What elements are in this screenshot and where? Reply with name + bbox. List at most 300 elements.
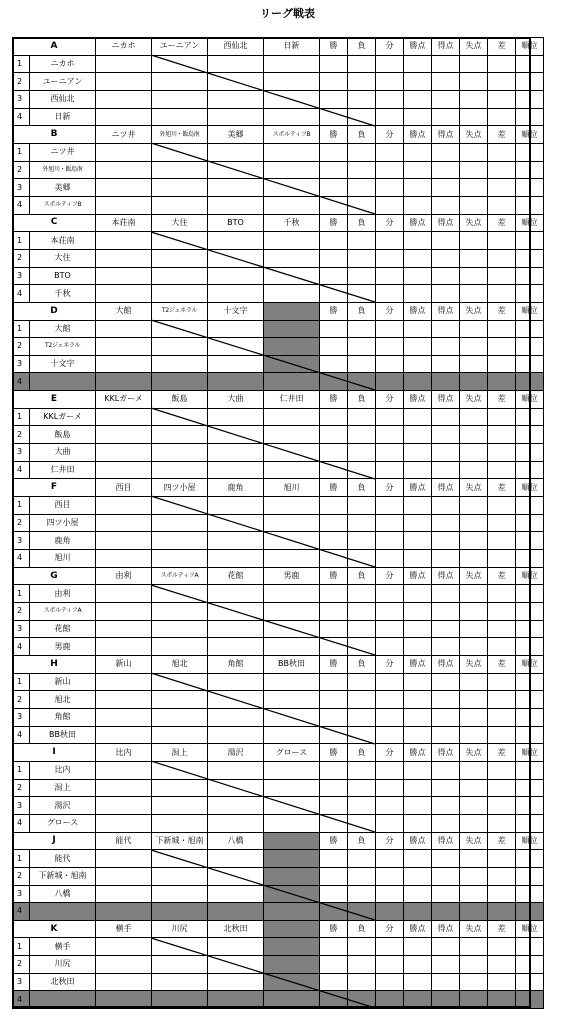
stat-cell — [460, 249, 488, 267]
result-cell — [96, 90, 152, 108]
stat-cell — [320, 956, 348, 974]
stat-cell — [488, 991, 516, 1009]
stat-header: 失点 — [460, 832, 488, 850]
team-name: 四ツ小屋 — [30, 514, 96, 532]
result-cell — [208, 550, 264, 568]
stat-cell — [460, 196, 488, 214]
stat-cell — [488, 761, 516, 779]
stat-header: 順位 — [516, 479, 544, 497]
stat-cell — [404, 673, 432, 691]
stat-cell — [488, 726, 516, 744]
stat-cell — [488, 55, 516, 73]
result-cell — [208, 903, 264, 921]
stat-header: 分 — [376, 655, 404, 673]
opponent-header: 花館 — [208, 567, 264, 585]
opponent-header: 角館 — [208, 655, 264, 673]
stat-header: 差 — [488, 567, 516, 585]
result-cell — [208, 638, 264, 656]
stat-cell — [516, 726, 544, 744]
team-row — [13, 938, 544, 956]
result-cell — [208, 355, 264, 373]
opponent-header: 新山 — [96, 655, 152, 673]
stat-cell — [348, 797, 376, 815]
stat-cell — [488, 956, 516, 974]
result-cell — [264, 779, 320, 797]
team-row — [13, 673, 544, 691]
stat-cell — [432, 991, 460, 1009]
result-cell — [208, 514, 264, 532]
opponent-header: 大館 — [96, 302, 152, 320]
stat-cell — [348, 938, 376, 956]
stat-cell — [404, 90, 432, 108]
stat-cell — [348, 638, 376, 656]
stat-cell — [488, 232, 516, 250]
stat-cell — [376, 373, 404, 391]
stat-header: 得点 — [432, 479, 460, 497]
stat-cell — [404, 532, 432, 550]
stat-cell — [460, 885, 488, 903]
stat-cell — [404, 956, 432, 974]
group-header-row — [13, 214, 544, 232]
stat-cell — [432, 779, 460, 797]
stat-cell — [516, 179, 544, 197]
result-cell — [208, 143, 264, 161]
stat-cell — [320, 885, 348, 903]
stat-cell — [320, 620, 348, 638]
stat-cell — [348, 673, 376, 691]
stat-cell — [432, 585, 460, 603]
stat-cell — [460, 673, 488, 691]
result-cell — [96, 956, 152, 974]
result-cell — [264, 267, 320, 285]
stat-cell — [432, 814, 460, 832]
row-number: 4 — [13, 108, 30, 126]
stat-cell — [516, 90, 544, 108]
league-table-container — [12, 37, 538, 1008]
stat-header: 得点 — [432, 567, 460, 585]
stat-cell — [432, 938, 460, 956]
stat-cell — [320, 55, 348, 73]
stat-cell — [432, 90, 460, 108]
stat-cell — [432, 373, 460, 391]
row-number: 4 — [13, 726, 30, 744]
stat-cell — [432, 161, 460, 179]
opponent-header: 由利 — [96, 567, 152, 585]
team-row — [13, 444, 544, 462]
stat-cell — [404, 814, 432, 832]
result-cell — [208, 267, 264, 285]
result-cell — [208, 249, 264, 267]
stat-cell — [516, 867, 544, 885]
result-cell — [152, 903, 208, 921]
stat-cell — [376, 90, 404, 108]
result-cell — [208, 179, 264, 197]
stat-header: 順位 — [516, 126, 544, 144]
group-header-row — [13, 479, 544, 497]
result-cell — [152, 514, 208, 532]
result-cell — [96, 779, 152, 797]
stat-cell — [320, 532, 348, 550]
stat-cell — [488, 867, 516, 885]
stat-cell — [460, 691, 488, 709]
result-cell — [264, 320, 320, 338]
result-cell — [264, 991, 320, 1009]
team-row — [13, 708, 544, 726]
stat-cell — [460, 532, 488, 550]
stat-cell — [376, 338, 404, 356]
row-number: 3 — [13, 267, 30, 285]
result-cell — [96, 585, 152, 603]
stat-header: 失点 — [460, 567, 488, 585]
stat-cell — [404, 338, 432, 356]
stat-cell — [376, 232, 404, 250]
stat-cell — [320, 673, 348, 691]
stat-cell — [432, 514, 460, 532]
stat-header: 勝点 — [404, 655, 432, 673]
stat-cell — [376, 938, 404, 956]
stat-cell — [320, 461, 348, 479]
stat-cell — [432, 73, 460, 91]
result-cell — [208, 196, 264, 214]
stat-cell — [460, 903, 488, 921]
stat-cell — [432, 108, 460, 126]
row-number: 1 — [13, 232, 30, 250]
stat-cell — [488, 373, 516, 391]
stat-cell — [376, 603, 404, 621]
result-cell — [152, 885, 208, 903]
stat-cell — [488, 355, 516, 373]
stat-cell — [404, 514, 432, 532]
stat-cell — [376, 73, 404, 91]
result-cell — [152, 55, 208, 73]
stat-header: 勝 — [320, 567, 348, 585]
stat-cell — [348, 991, 376, 1009]
team-row — [13, 161, 544, 179]
result-cell — [264, 285, 320, 303]
stat-cell — [320, 355, 348, 373]
stat-cell — [516, 885, 544, 903]
stat-header: 負 — [348, 920, 376, 938]
stat-cell — [432, 285, 460, 303]
result-cell — [152, 585, 208, 603]
stat-cell — [376, 55, 404, 73]
stat-header: 差 — [488, 832, 516, 850]
stat-cell — [348, 161, 376, 179]
opponent-header: 北秋田 — [208, 920, 264, 938]
stat-header: 負 — [348, 567, 376, 585]
row-number: 3 — [13, 179, 30, 197]
team-name: 男鹿 — [30, 638, 96, 656]
result-cell — [208, 603, 264, 621]
stat-header: 勝点 — [404, 391, 432, 409]
stat-cell — [376, 814, 404, 832]
stat-header: 順位 — [516, 655, 544, 673]
opponent-header: 比内 — [96, 744, 152, 762]
result-cell — [264, 903, 320, 921]
result-cell — [152, 338, 208, 356]
result-cell — [96, 797, 152, 815]
result-cell — [264, 938, 320, 956]
team-name: ユーニアン — [30, 73, 96, 91]
stat-cell — [432, 885, 460, 903]
stat-cell — [488, 320, 516, 338]
result-cell — [96, 461, 152, 479]
result-cell — [96, 196, 152, 214]
result-cell — [152, 73, 208, 91]
team-row — [13, 585, 544, 603]
team-row — [13, 73, 544, 91]
stat-cell — [376, 532, 404, 550]
stat-cell — [488, 673, 516, 691]
row-number: 2 — [13, 956, 30, 974]
stat-cell — [320, 320, 348, 338]
stat-cell — [460, 320, 488, 338]
stat-cell — [348, 550, 376, 568]
result-cell — [96, 514, 152, 532]
team-name: 本荘南 — [30, 232, 96, 250]
result-cell — [96, 444, 152, 462]
result-cell — [152, 814, 208, 832]
stat-cell — [432, 708, 460, 726]
stat-header: 得点 — [432, 214, 460, 232]
stat-cell — [460, 867, 488, 885]
stat-header: 失点 — [460, 391, 488, 409]
result-cell — [264, 373, 320, 391]
stat-cell — [404, 249, 432, 267]
result-cell — [264, 973, 320, 991]
stat-cell — [516, 249, 544, 267]
stat-cell — [348, 956, 376, 974]
stat-cell — [432, 973, 460, 991]
stat-cell — [348, 267, 376, 285]
stat-cell — [460, 956, 488, 974]
stat-cell — [432, 461, 460, 479]
result-cell — [152, 320, 208, 338]
stat-header: 差 — [488, 126, 516, 144]
row-number: 1 — [13, 143, 30, 161]
row-number: 2 — [13, 73, 30, 91]
stat-cell — [376, 426, 404, 444]
team-name: 北秋田 — [30, 973, 96, 991]
result-cell — [152, 726, 208, 744]
stat-cell — [516, 285, 544, 303]
team-name: 大曲 — [30, 444, 96, 462]
team-name: T2ジェネラル — [30, 338, 96, 356]
result-cell — [96, 373, 152, 391]
result-cell — [264, 797, 320, 815]
result-cell — [208, 444, 264, 462]
stat-cell — [320, 603, 348, 621]
result-cell — [208, 532, 264, 550]
result-cell — [264, 90, 320, 108]
result-cell — [208, 320, 264, 338]
stat-cell — [460, 850, 488, 868]
stat-header: 負 — [348, 391, 376, 409]
opponent-header: 西仙北 — [208, 38, 264, 56]
result-cell — [96, 620, 152, 638]
stat-cell — [516, 638, 544, 656]
stat-cell — [432, 532, 460, 550]
stat-cell — [320, 867, 348, 885]
team-name: 旭北 — [30, 691, 96, 709]
result-cell — [264, 550, 320, 568]
stat-cell — [516, 903, 544, 921]
stat-cell — [320, 444, 348, 462]
row-number: 3 — [13, 973, 30, 991]
result-cell — [96, 232, 152, 250]
result-cell — [208, 973, 264, 991]
stat-cell — [404, 708, 432, 726]
stat-cell — [516, 691, 544, 709]
result-cell — [96, 638, 152, 656]
result-cell — [152, 956, 208, 974]
stat-cell — [488, 797, 516, 815]
result-cell — [96, 885, 152, 903]
stat-cell — [460, 232, 488, 250]
stat-header: 勝 — [320, 832, 348, 850]
result-cell — [96, 708, 152, 726]
stat-cell — [404, 903, 432, 921]
team-row — [13, 497, 544, 515]
result-cell — [208, 814, 264, 832]
stat-cell — [404, 355, 432, 373]
team-name: 角館 — [30, 708, 96, 726]
stat-header: 分 — [376, 567, 404, 585]
stat-cell — [404, 973, 432, 991]
stat-cell — [348, 285, 376, 303]
result-cell — [264, 338, 320, 356]
result-cell — [264, 761, 320, 779]
stat-cell — [516, 232, 544, 250]
stat-cell — [320, 903, 348, 921]
group-header-row — [13, 832, 544, 850]
stat-cell — [460, 938, 488, 956]
stat-cell — [432, 338, 460, 356]
opponent-header: グロース — [264, 744, 320, 762]
row-number: 1 — [13, 320, 30, 338]
stat-cell — [376, 708, 404, 726]
stat-cell — [348, 461, 376, 479]
stat-cell — [460, 497, 488, 515]
team-row — [13, 461, 544, 479]
result-cell — [264, 55, 320, 73]
stat-cell — [488, 708, 516, 726]
stat-cell — [320, 638, 348, 656]
stat-header: 分 — [376, 744, 404, 762]
stat-cell — [488, 143, 516, 161]
stat-cell — [404, 726, 432, 744]
stat-cell — [348, 196, 376, 214]
stat-header: 勝点 — [404, 744, 432, 762]
result-cell — [96, 285, 152, 303]
stat-cell — [320, 285, 348, 303]
stat-cell — [376, 408, 404, 426]
result-cell — [96, 814, 152, 832]
result-cell — [96, 179, 152, 197]
stat-cell — [404, 550, 432, 568]
stat-cell — [376, 444, 404, 462]
stat-cell — [432, 55, 460, 73]
stat-cell — [404, 938, 432, 956]
stat-cell — [460, 161, 488, 179]
stat-cell — [376, 514, 404, 532]
stat-cell — [320, 267, 348, 285]
team-name: 千秋 — [30, 285, 96, 303]
stat-cell — [432, 850, 460, 868]
stat-cell — [460, 90, 488, 108]
stat-cell — [376, 797, 404, 815]
stat-cell — [516, 320, 544, 338]
team-name: 下新城・旭南 — [30, 867, 96, 885]
result-cell — [264, 850, 320, 868]
stat-cell — [516, 161, 544, 179]
stat-header: 負 — [348, 744, 376, 762]
result-cell — [264, 620, 320, 638]
opponent-header: 本荘南 — [96, 214, 152, 232]
result-cell — [264, 143, 320, 161]
team-name: BTO — [30, 267, 96, 285]
result-cell — [208, 726, 264, 744]
result-cell — [264, 196, 320, 214]
result-cell — [96, 55, 152, 73]
result-cell — [264, 532, 320, 550]
result-cell — [264, 673, 320, 691]
opponent-header: 十文字 — [208, 302, 264, 320]
result-cell — [96, 249, 152, 267]
result-cell — [152, 673, 208, 691]
stat-header: 勝 — [320, 920, 348, 938]
stat-cell — [488, 585, 516, 603]
stat-cell — [320, 938, 348, 956]
stat-cell — [516, 196, 544, 214]
result-cell — [264, 867, 320, 885]
stat-cell — [348, 444, 376, 462]
stat-header: 失点 — [460, 744, 488, 762]
stat-header: 差 — [488, 302, 516, 320]
result-cell — [208, 426, 264, 444]
result-cell — [152, 867, 208, 885]
result-cell — [208, 461, 264, 479]
result-cell — [264, 408, 320, 426]
stat-cell — [432, 232, 460, 250]
stat-cell — [320, 585, 348, 603]
result-cell — [208, 797, 264, 815]
stat-cell — [488, 161, 516, 179]
opponent-header: 日新 — [264, 38, 320, 56]
stat-cell — [432, 603, 460, 621]
stat-header: 得点 — [432, 391, 460, 409]
result-cell — [152, 779, 208, 797]
team-name: 能代 — [30, 850, 96, 868]
result-cell — [208, 761, 264, 779]
result-cell — [152, 355, 208, 373]
stat-cell — [460, 814, 488, 832]
team-name: 潟上 — [30, 779, 96, 797]
stat-header: 分 — [376, 38, 404, 56]
team-name: 鹿角 — [30, 532, 96, 550]
opponent-header: 能代 — [96, 832, 152, 850]
stat-cell — [432, 267, 460, 285]
group-label: G — [13, 567, 96, 585]
stat-cell — [376, 867, 404, 885]
team-row — [13, 179, 544, 197]
group-label: H — [13, 655, 96, 673]
result-cell — [152, 267, 208, 285]
result-cell — [208, 90, 264, 108]
stat-cell — [376, 973, 404, 991]
stat-header: 順位 — [516, 214, 544, 232]
result-cell — [208, 585, 264, 603]
